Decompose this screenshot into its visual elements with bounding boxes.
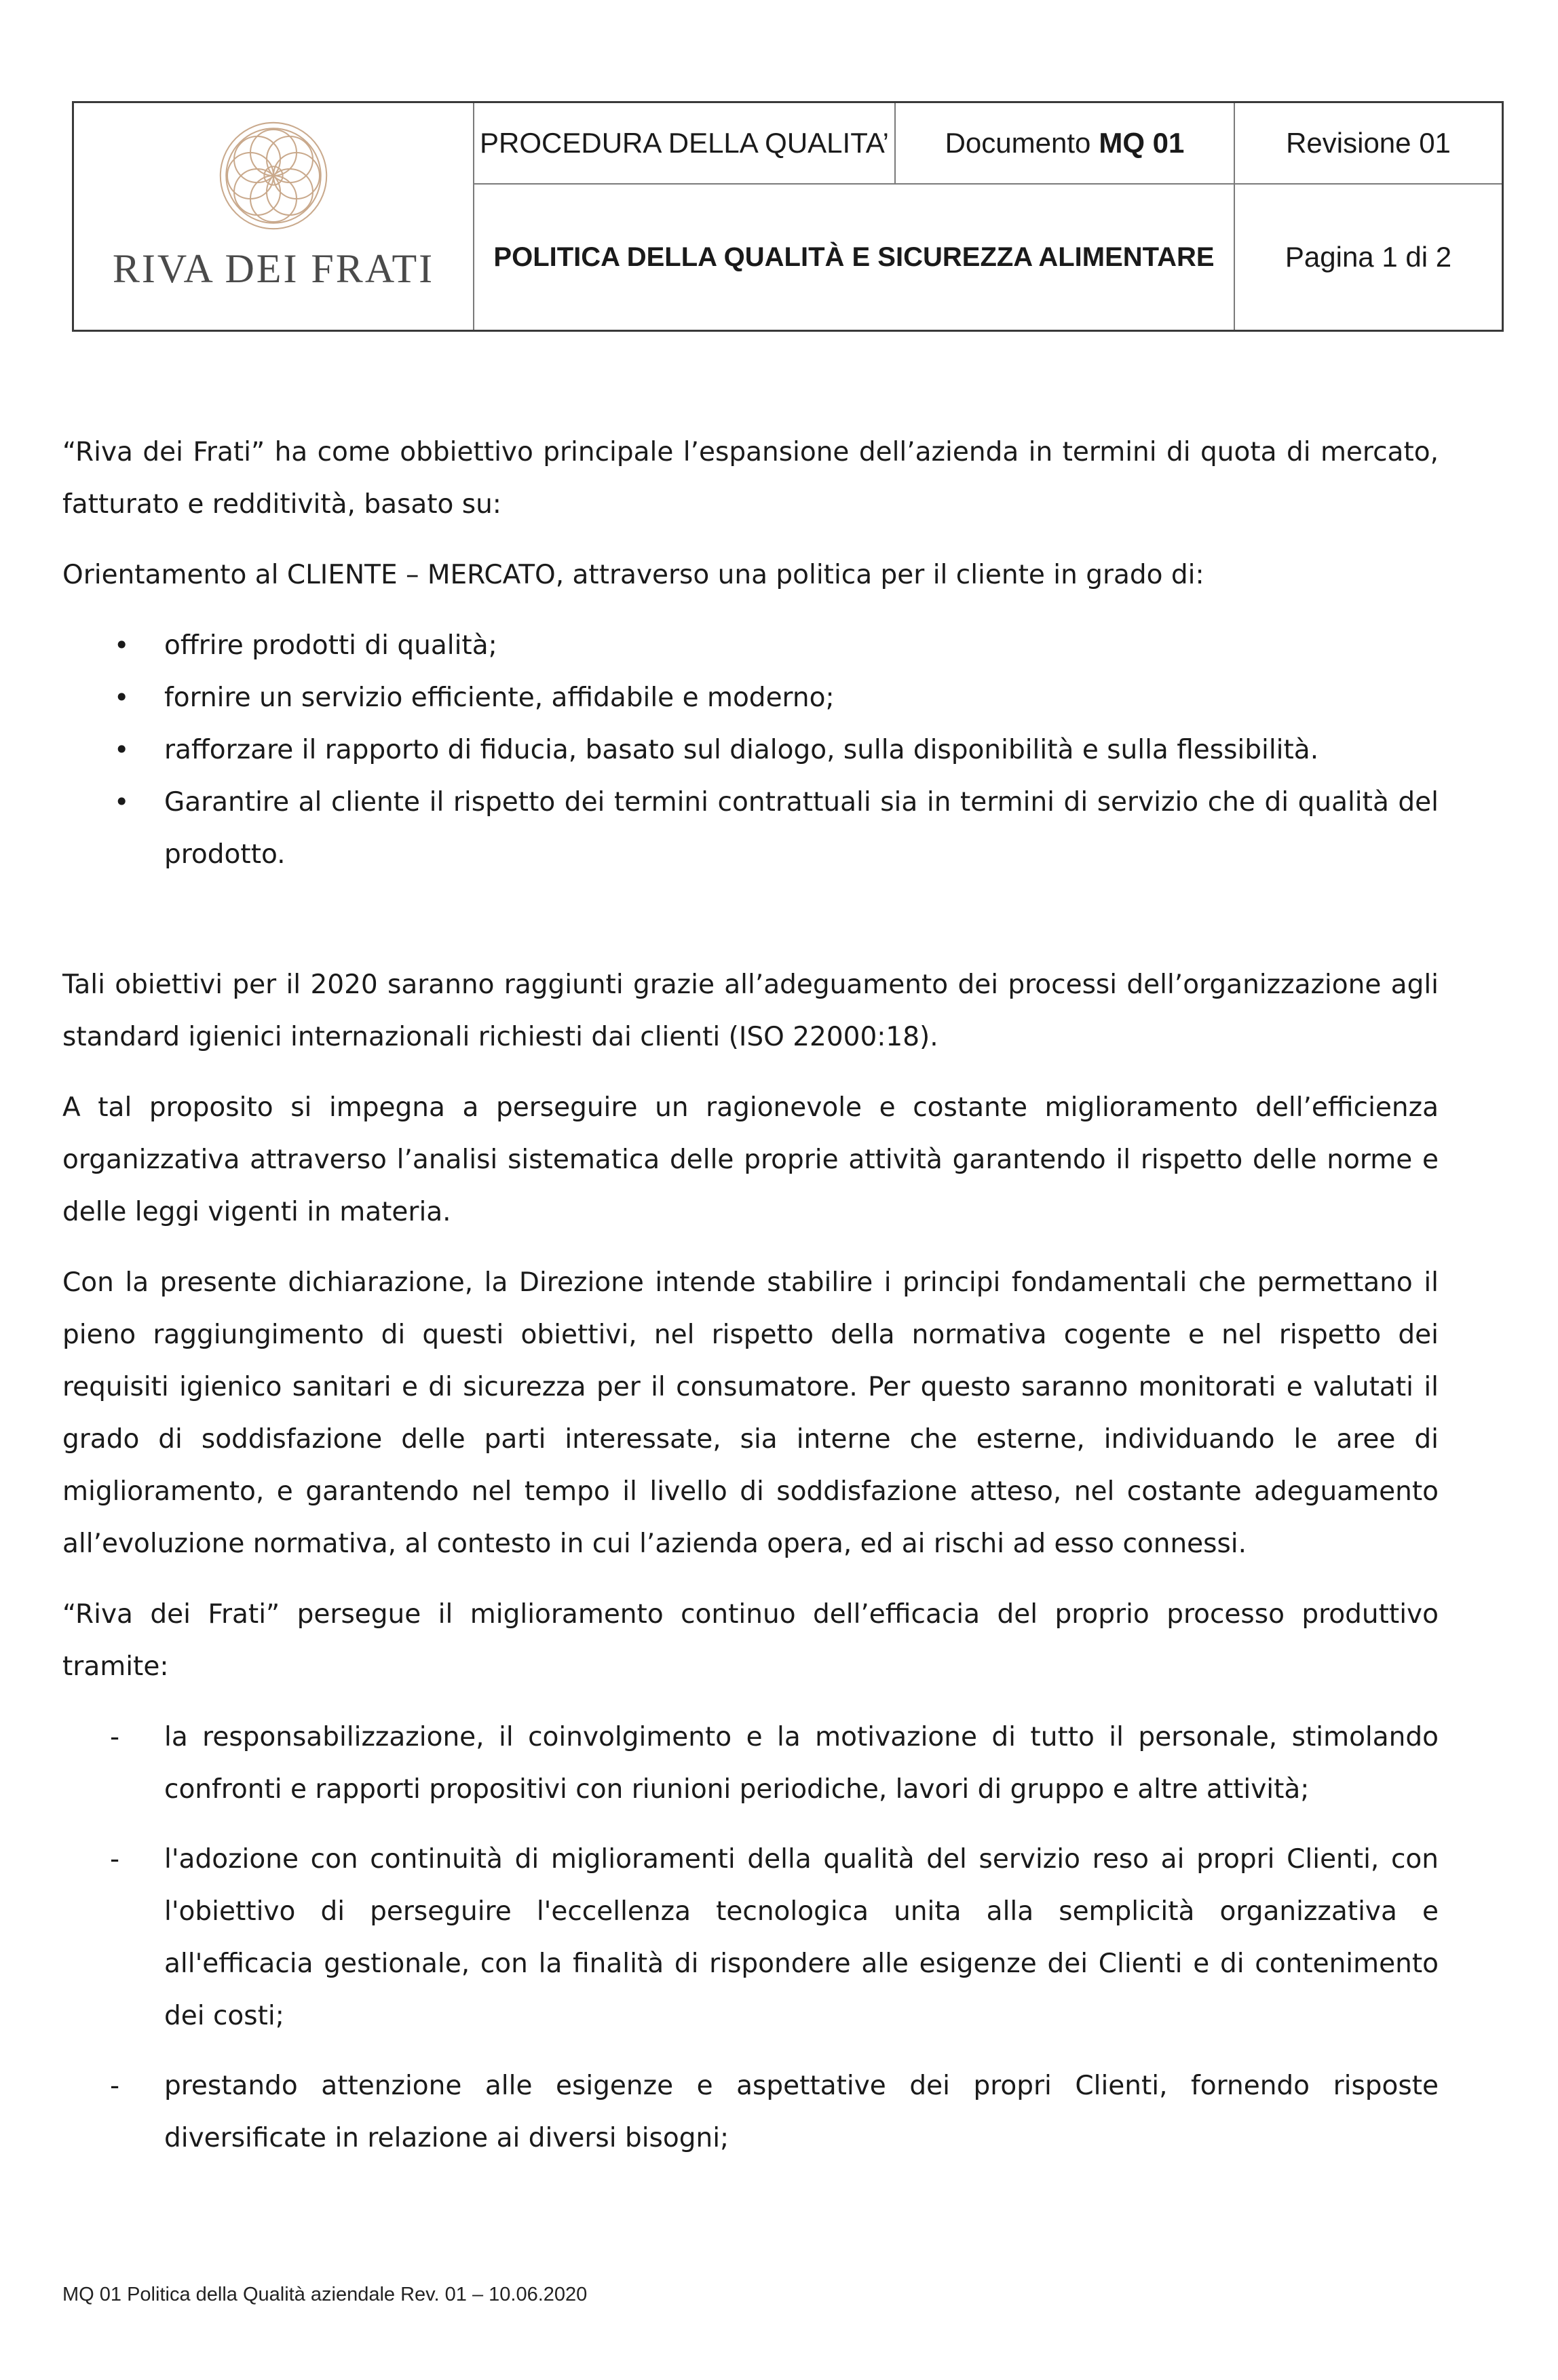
commitment-paragraph: A tal proposito si impegna a perseguire un ragionevole e costante miglioramento dell’efficienza organizzativa attraverso l’analisi sistematica delle proprie attività garantendo il rispetto delle norme e delle leggi vigenti in materia. [62,1092,1439,1227]
document-code: MQ 01 [1099,127,1185,159]
list-item: • offrire prodotti di qualità; [62,619,1439,672]
bullet-list [62,619,1439,881]
list-item: • fornire un servizio efficiente, affidabile e moderno; [62,672,1439,724]
logo-text: RIVA DEI FRATI [112,246,435,291]
page-number: Pagina 1 di 2 [1285,241,1452,273]
header-row-bottom [474,185,1502,330]
page-footer: MQ 01 Politica della Qualità aziendale Rev. 01 – 10.06.2020 [62,2284,588,2305]
improvement-paragraph: “Riva dei Frati” persegue il miglioramento continuo dell’efficacia del proprio processo produttivo tramite: [62,1599,1439,1682]
list-item: - l'adozione con continuità di miglioramenti della qualità del servizio reso ai propri Clienti, con l'obiettivo di perseguire l'eccellenza tecnologica unita alla semplicità organizzativa e all'efficacia gestionale, con la finalità di rispondere alle esigenze dei Clienti e di contenimento dei costi; [62,1833,1439,2042]
dash-list [62,1711,1439,2164]
document-title: POLITICA DELLA QUALITÀ E SICUREZZA ALIMENTARE [474,185,1235,330]
objectives-paragraph: Tali obiettivi per il 2020 saranno raggiunti grazie all’adeguamento dei processi dell’organizzazione agli standard igienici internazionali richiesti dai clienti (ISO 22000:18). [62,970,1439,1052]
spacer [62,899,1439,959]
header-row-top [474,103,1502,185]
intro-paragraph: “Riva dei Frati” ha come obbiettivo principale l’espansione dell’azienda in termini di quota di mercato, fatturato e redditività, basato su: [62,437,1439,520]
list-item: - la responsabilizzazione, il coinvolgimento e la motivazione di tutto il personale, stimolando confronti e rapporti propositivi con riunioni periodiche, lavori di gruppo e altre attività; [62,1711,1439,1816]
orientation-paragraph: Orientamento al CLIENTE – MERCATO, attraverso una politica per il cliente in grado di: [62,560,1204,590]
logo-cell [74,103,474,330]
document-label: Documento [945,127,1091,159]
list-item: • rafforzare il rapporto di fiducia, basato sul dialogo, sulla disponibilità e sulla flessibilità. [62,724,1439,776]
document-cell [896,103,1235,183]
list-item: - prestando attenzione alle esigenze e aspettative dei propri Clienti, fornendo risposte diversificate in relazione ai diversi bisogni; [62,2060,1439,2164]
header-info [474,103,1502,330]
list-item: • Garantire al cliente il rispetto dei termini contrattuali sia in termini di servizio che di qualità del prodotto. [62,776,1439,881]
document-header [72,101,1504,332]
revision-label: Revisione 01 [1286,127,1451,159]
procedure-label: PROCEDURA DELLA QUALITA’ [474,103,896,183]
mandala-logo-icon [216,118,331,233]
declaration-paragraph: Con la presente dichiarazione, la Direzione intende stabilire i principi fondamentali che permettano il pieno raggiungimento di questi obiettivi, nel rispetto della normativa cogente e nel rispetto dei requisiti igienico sanitari e di sicurezza per il consumatore. Per questo saranno monitorati e valutati il grado di soddisfazione delle parti interessate, sia interne che esterne, individuando le aree di miglioramento, e garantendo nel tempo il livello di soddisfazione atteso, nel costante adeguamento all’evoluzione normativa, al contesto in cui l’azienda opera, ed ai rischi ad esso connessi. [62,1267,1439,1559]
document-body [62,426,1439,2182]
